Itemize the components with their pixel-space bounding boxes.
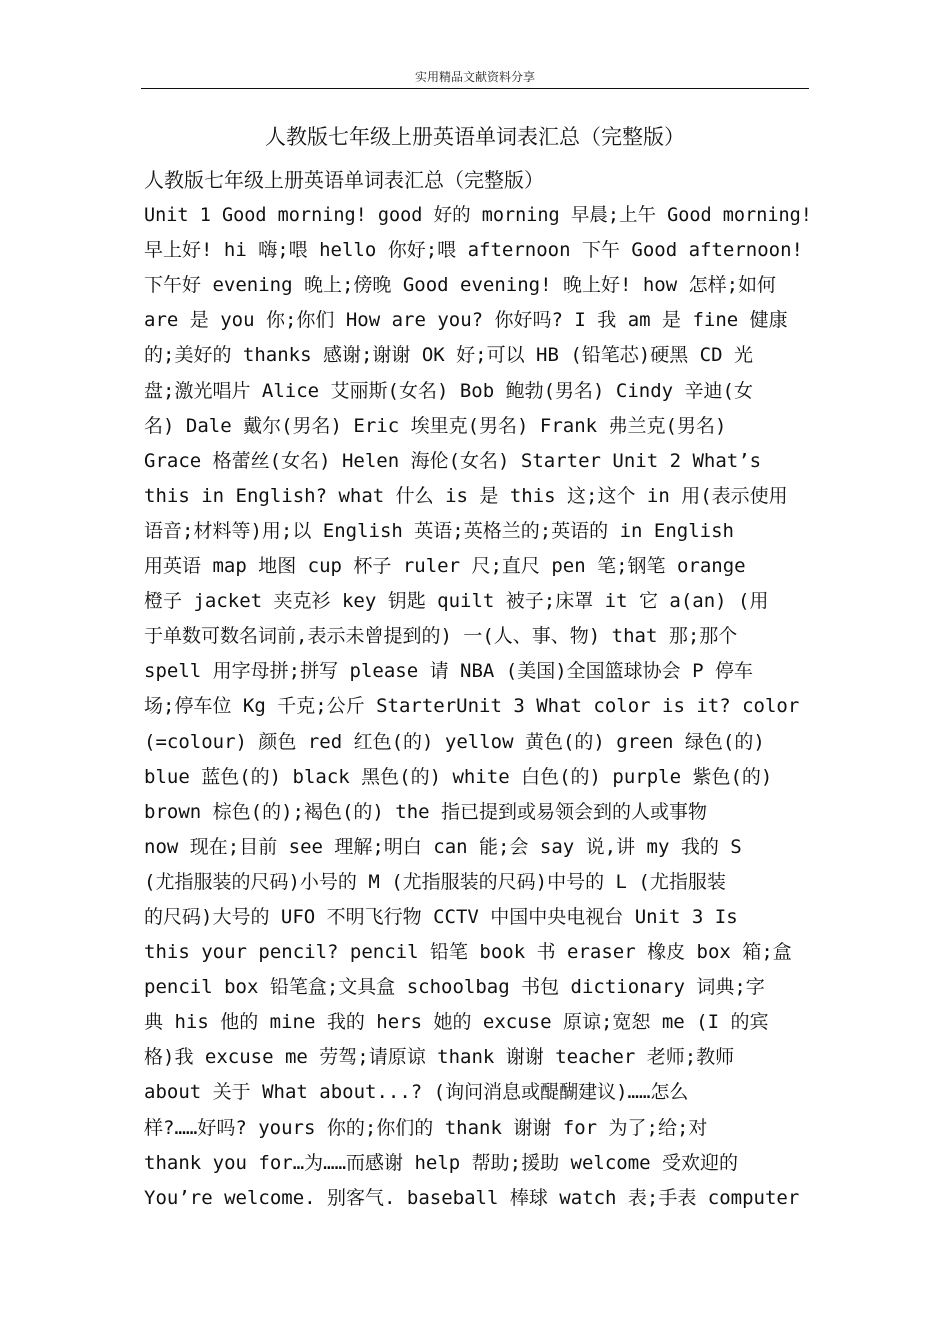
body-line: 的;美好的 thanks 感谢;谢谢 OK 好;可以 HB (铅笔芯)硬黑 CD 光 [144, 344, 753, 367]
header-divider [141, 88, 809, 89]
body-line: this your pencil? pencil 铅笔 book 书 eraser 橡皮 box 箱;盒 [144, 941, 792, 964]
body-line: are 是 you 你;你们 How are you? 你好吗? I 我 am 是 fine 健康 [144, 309, 788, 332]
body-line: (=colour) 颜色 red 红色(的) yellow 黄色(的) green 绿色(的) [144, 730, 765, 753]
body-line: 语音;材料等)用;以 English 英语;英格兰的;英语的 in English [144, 519, 734, 542]
body-line: 的尺码)大号的 UFO 不明飞行物 CCTV 中国中央电视台 Unit 3 Is [144, 905, 738, 928]
body-line: 名) Dale 戴尔(男名) Eric 埃里克(男名) Frank 弗兰克(男名) [144, 414, 727, 437]
body-line: 格)我 excuse me 劳驾;请原谅 thank 谢谢 teacher 老师;教师 [144, 1046, 735, 1069]
body-line: 橙子 jacket 夹克衫 key 钥匙 quilt 被子;床罩 it 它 a(an) (用 [144, 590, 769, 613]
body-line: about 关于 What about...? (询问消息或醍醐建议)……怎么 [144, 1081, 689, 1104]
body-line: 于单数可数名词前,表示未曾提到的) 一(人、事、物) that 那;那个 [144, 625, 738, 648]
body-line: 场;停车位 Kg 千克;公斤 StarterUnit 3 What color is it? color [144, 695, 800, 718]
document-title: 人教版七年级上册英语单词表汇总（完整版） [265, 125, 685, 149]
body-line: brown 棕色(的);褐色(的) the 指已提到或易领会到的人或事物 [144, 800, 708, 823]
body-line: 样?……好吗? yours 你的;你们的 thank 谢谢 for 为了;给;对 [144, 1116, 708, 1139]
body-line: You’re welcome. 别客气. baseball 棒球 watch 表;手表 computer [144, 1186, 800, 1209]
body-line: Unit 1 Good morning! good 好的 morning 早晨;上午 Good morning! [144, 205, 812, 227]
body-line: Grace 格蕾丝(女名) Helen 海伦(女名) Starter Unit 2 What’s [144, 449, 762, 472]
page-header: 实用精品文献资料分享 [414, 70, 535, 84]
body-line: this in English? what 什么 is 是 this 这;这个 in 用(表示使用 [144, 484, 788, 507]
body-line: blue 蓝色(的) black 黑色(的) white 白色(的) purple 紫色(的) [144, 765, 773, 788]
body-line: 早上好! hi 嗨;喂 hello 你好;喂 afternoon 下午 Good afternoon! [144, 239, 803, 262]
body-text [144, 163, 814, 1216]
body-line: thank you for…为……而感谢 help 帮助;援助 welcome 受欢迎的 [144, 1151, 739, 1174]
body-line: 用英语 map 地图 cup 杯子 ruler 尺;直尺 pen 笔;钢笔 orange [144, 555, 746, 578]
body-line: 盘;激光唱片 Alice 艾丽斯(女名) Bob 鲍勃(男名) Cindy 辛迪(女 [144, 379, 753, 402]
body-heading: 人教版七年级上册英语单词表汇总（完整版） [144, 168, 544, 192]
body-line: 典 his 他的 mine 我的 hers 她的 excuse 原谅;宽恕 me (I 的宾 [144, 1011, 769, 1034]
body-line: spell 用字母拼;拼写 please 请 NBA (美国)全国篮球协会 P 停车 [144, 660, 753, 683]
body-line: (尤指服装的尺码)小号的 M (尤指服装的尺码)中号的 L (尤指服装 [144, 870, 726, 893]
body-line: pencil box 铅笔盒;文具盒 schoolbag 书包 dictionary 词典;字 [144, 976, 765, 999]
body-line: now 现在;目前 see 理解;明白 can 能;会 say 说,讲 my 我的 S [144, 835, 742, 858]
body-line: 下午好 evening 晚上;傍晚 Good evening! 晚上好! how 怎样;如何 [144, 274, 777, 297]
